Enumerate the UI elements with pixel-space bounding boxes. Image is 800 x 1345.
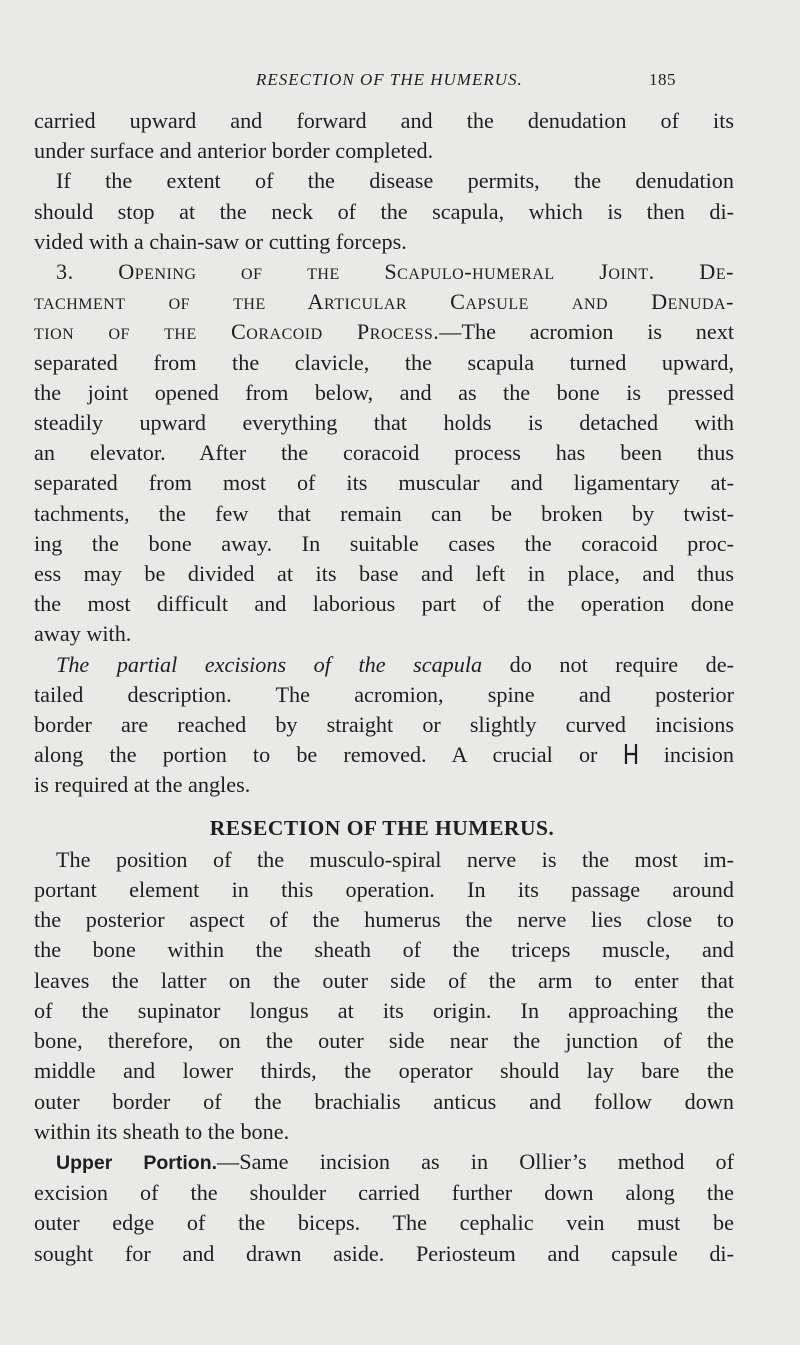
text-line: carried upward and forward and the denudation of its bbox=[34, 108, 734, 133]
text-line: leaves the latter on the outer side of the arm to enter that bbox=[34, 967, 734, 993]
text-line: bone, therefore, on the outer side near the junction of the bbox=[34, 1028, 734, 1054]
text-line bbox=[34, 1147, 734, 1178]
text-line: of the supinator longus at its origin. In approaching the bbox=[34, 997, 734, 1023]
text-line: within its sheath to the bone. bbox=[34, 1118, 290, 1144]
text-line: is required at the angles. bbox=[34, 772, 251, 798]
text-line: ess may be divided at its base and left in place, and thus bbox=[34, 561, 734, 587]
text-line: the most difficult and laborious part of the operation done bbox=[34, 591, 734, 617]
text-line: outer edge of the biceps. The cephalic vein must be bbox=[34, 1210, 734, 1236]
text-run: along the portion to be removed. A crucial or bbox=[34, 742, 624, 768]
step-heading-line: 3. Opening of the Scapulo-humeral Joint. De- bbox=[56, 259, 734, 285]
text-line: The position of the musculo-spiral nerve is the most im- bbox=[56, 846, 734, 872]
text-line: the bone within the sheath of the triceps muscle, and bbox=[34, 937, 734, 963]
subsection-lead: Upper Portion. bbox=[56, 1151, 218, 1174]
text-line: If the extent of the disease permits, the denudation bbox=[56, 168, 734, 194]
text-line: separated from most of its muscular and ligamentary at- bbox=[34, 470, 734, 496]
text-line bbox=[34, 740, 734, 770]
text-line: steadily upward everything that holds is detached with bbox=[34, 410, 734, 436]
text-line: under surface and anterior border completed. bbox=[34, 138, 434, 164]
text-run: —The acromion is next bbox=[439, 319, 734, 345]
text-line bbox=[34, 317, 734, 347]
text-run: incision bbox=[637, 742, 734, 768]
text-line: an elevator. After the coracoid process has been thus bbox=[34, 440, 734, 466]
text-line: border are reached by straight or slightly curved incisions bbox=[34, 712, 734, 738]
text-line: outer border of the brachialis anticus and follow down bbox=[34, 1088, 734, 1114]
text-line: portant element in this operation. In its passage around bbox=[34, 877, 734, 903]
text-line: ing the bone away. In suitable cases the coracoid proc- bbox=[34, 530, 734, 556]
section-title: RESECTION OF THE HUMERUS. bbox=[209, 815, 555, 840]
text-line: middle and lower thirds, the operator should lay bare the bbox=[34, 1058, 734, 1084]
text-run: —Same incision as in Ollier’s method of bbox=[217, 1148, 734, 1174]
step-heading-end: tion of the Coracoid Process. bbox=[34, 319, 440, 345]
text-line: tailed description. The acromion, spine and posterior bbox=[34, 681, 734, 707]
text-line: away with. bbox=[34, 621, 132, 647]
text-line: should stop at the neck of the scapula, which is then di- bbox=[34, 198, 734, 224]
text-line: vided with a chain-saw or cutting forceps. bbox=[34, 228, 407, 254]
page-number: 185 bbox=[649, 70, 676, 89]
text-line: separated from the clavicle, the scapula turned upward, bbox=[34, 349, 734, 375]
text-line: excision of the shoulder carried further down along the bbox=[34, 1180, 734, 1206]
text-line: the joint opened from below, and as the bone is pressed bbox=[34, 379, 734, 405]
h-incision-icon bbox=[624, 743, 638, 765]
text-line: sought for and drawn aside. Periosteum and capsule di- bbox=[34, 1240, 734, 1266]
running-head: RESECTION OF THE HUMERUS. bbox=[256, 70, 523, 89]
italic-lead: The partial excisions of the scapula bbox=[56, 651, 483, 677]
body-text bbox=[34, 106, 734, 1269]
step-heading-line: tachment of the Articular Capsule and Denuda- bbox=[34, 289, 734, 315]
text-line: tachments, the few that remain can be broken by twist- bbox=[34, 500, 734, 526]
text-run: do not require de- bbox=[482, 651, 734, 677]
text-line bbox=[34, 650, 734, 680]
text-line: the posterior aspect of the humerus the nerve lies close to bbox=[34, 907, 734, 933]
page-header bbox=[256, 70, 676, 96]
